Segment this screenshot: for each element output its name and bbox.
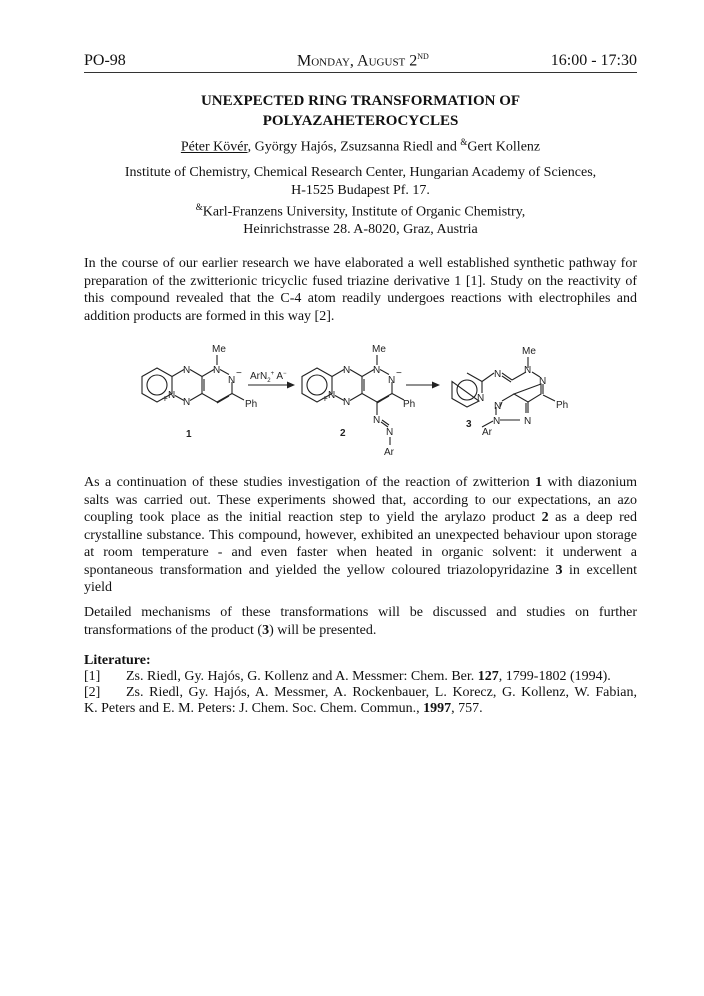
atom-n: N [183,365,191,376]
atom-n: N [373,415,381,426]
atom-n-minus: N [228,375,236,386]
atom-labels [162,344,568,458]
compound-label-2: 2 [340,428,346,439]
text-segment: addition products are formed in this way [2]. [84,308,335,324]
text-segment: ) will be presented. [269,622,377,638]
last-author: Gert Kollenz [467,139,541,155]
compound-number: 3 [555,562,563,578]
reference-number: [1] [84,669,101,684]
text-line [84,527,637,545]
reference-1 [84,669,637,685]
reference-2-continued [84,701,637,717]
atom-n: N [494,369,502,380]
text-line [84,474,637,492]
title-line-1: UNEXPECTED RING TRANSFORMATION OF [200,93,521,109]
atom-n: N [213,365,221,376]
atom-n: N [493,416,501,427]
compound-number: 2 [541,510,549,525]
compound-label-3: 3 [466,419,472,430]
aromatic-circle [147,375,167,395]
affiliation-mark: & [195,202,203,212]
phenyl-label: Ph [245,399,258,410]
reference-text: Zs. Riedl, Gy. Hajós, A. Messmer, A. Rockenbauer, L. Korecz, G. Kollenz, W. Fabian, [126,685,637,700]
paragraph-results [84,474,637,597]
reference-2 [84,685,637,701]
text-line [84,604,637,622]
text-line [84,308,637,326]
charge-minus: − [396,368,402,379]
text-segment: As a continuation of these studies investigation of the reaction of zwitterion [84,475,536,490]
reference-text: Zs. Riedl, Gy. Hajós, G. Kollenz and A. Messmer: Chem. Ber. [126,669,478,684]
text-segment: this compound revealed that the C-4 atom readily undergoes reactions with electrophiles and [84,291,637,306]
affiliation-line-3 [84,199,637,221]
compound-label-1: 1 [186,429,192,440]
co-authors: , György Hajós, Zsuzsanna Riedl and [247,139,461,155]
charge-minus: − [236,368,242,379]
charge-plus: + [322,394,328,405]
literature-section [84,653,637,717]
atom-n: N [539,376,547,387]
text-segment: as a deep red [548,510,637,525]
atom-n-minus: N [388,375,396,386]
compound-1-phenyl-bond [232,394,244,401]
text-segment: spontaneous transformation and yielded the yellow coloured triazolopyridazine [84,562,556,578]
text-line [84,492,637,510]
text-segment: transformations of the product ( [84,622,263,638]
text-line [84,562,637,580]
presenting-author: Péter Kövér [180,139,248,155]
reaction-scheme [130,335,590,465]
title-line-2: POLYAZAHETEROCYCLES [262,113,459,129]
paragraph-intro [84,255,637,325]
phenyl-label: Ph [556,400,569,411]
page-header [84,50,637,73]
reference-pages: , 757. [451,701,483,716]
affiliation-line-2: H-1525 Budapest Pf. 17. [291,182,430,198]
methyl-label: Me [522,346,536,357]
atom-n: N [183,397,191,408]
text-line [84,509,637,527]
session-day-text: Monday, August 2 [297,52,418,70]
atom-n: N [386,427,394,438]
atom-n: N [494,401,502,412]
compound-number: 1 [535,475,543,490]
compound-3-pyridazine-ring [512,357,555,402]
reagent-label: ArN$_2$+ A− [250,371,287,384]
text-line [84,544,637,562]
abstract-title [84,91,637,131]
text-segment: crystalline substance. This compound, however, exhibited an unexpected behaviour upon storage [84,527,637,543]
aryl-label: Ar [384,447,394,458]
atom-n: N [524,416,532,427]
atom-n: N [524,365,532,376]
methyl-label: Me [212,344,226,355]
methyl-label: Me [372,344,386,355]
charge-plus: + [162,394,168,405]
text-segment: coupling took place as the initial reaction step to yield the arylazo product [84,510,542,525]
session-day [297,52,429,70]
text-segment: salts was carried out. These experiments showed that, according to our expectations, an azo [84,492,637,508]
day-suffix: ND [417,52,429,61]
text-segment: In the course of our earlier research we have elaborated a well established synthetic pathway for [84,256,637,271]
reference-number: [2] [84,685,101,700]
atom-n: N [477,393,485,404]
atom-n: N [343,397,351,408]
paragraph-outlook [84,604,637,639]
session-time: 16:00 - 17:30 [550,52,637,69]
affiliations [84,164,637,239]
atom-n: N [343,365,351,376]
text-line [84,255,637,273]
reference-volume: 127 [477,669,499,684]
text-line [84,579,637,597]
aryl-label: Ar [482,427,492,438]
authors [84,137,637,156]
affiliation-mark: & [460,137,468,147]
text-line [84,290,637,308]
affiliation-line-3-text: Karl-Franzens University, Institute of Organic Chemistry, [202,204,526,220]
abstract-code: PO-98 [84,52,126,69]
atom-n-plus: N [168,390,176,401]
text-segment: in excellent [562,562,637,578]
atom-n-plus: N [328,390,336,401]
text-segment: yield [84,580,112,595]
text-segment: with diazonium [542,475,637,490]
text-line [84,273,637,291]
text-segment: at room temperature - and even faster when heated in organic solvent: it underwent a [84,545,637,560]
reference-year: 1997 [423,701,452,716]
affiliation-line-4: Heinrichstrasse 28. A-8020, Graz, Austria [243,222,478,238]
literature-heading: Literature: [84,653,151,668]
atom-n: N [373,365,381,376]
compound-number: 3 [262,622,270,638]
text-line [84,622,637,640]
reference-pages: , 1799-1802 (1994). [498,669,611,684]
affiliation-line-1: Institute of Chemistry, Chemical Research Center, Hungarian Academy of Sciences, [124,165,597,180]
text-segment: Detailed mechanisms of these transformations will be discussed and studies on further [84,605,637,620]
phenyl-label: Ph [403,399,416,410]
reference-text: K. Peters and E. M. Peters: J. Chem. Soc. Chem. Commun., [84,701,424,716]
text-segment: preparation of the zwitterionic tricyclic fused triazine derivative 1 [1]. Study on the reactivity of [84,273,637,289]
